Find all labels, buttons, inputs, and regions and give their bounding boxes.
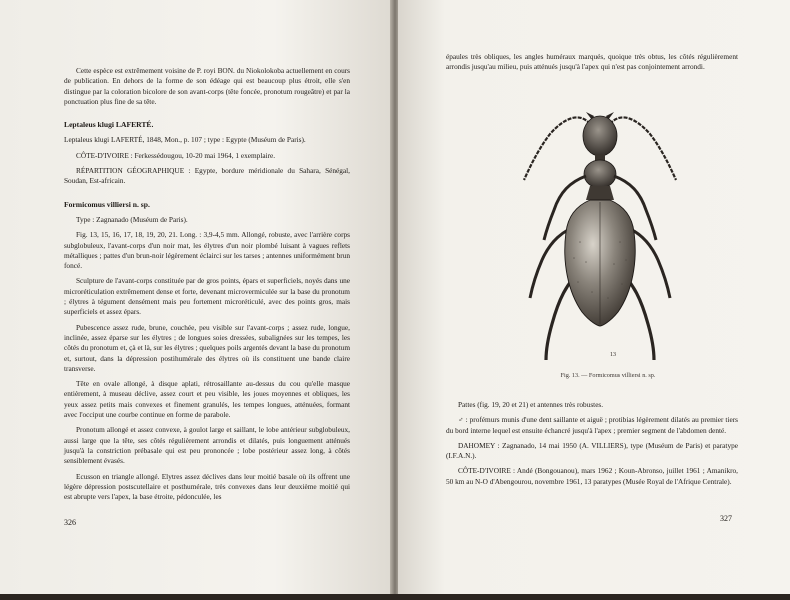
right-bottom-text — [446, 400, 738, 492]
left-text-column — [64, 66, 350, 507]
scutellum-paragraph: Ecusson en triangle allongé. Elytres assez déclives dans leur moitié basale où ils offrent une légère dépression postscutellaire et posthumérale, très convexes dans leur deuxième moitié qui est abrupte vers l'apex, la base étroite, pédonculée, les — [64, 471, 350, 502]
pronotum-paragraph: Pronotum allongé et assez convexe, à goulot large et saillant, le lobe antérieur subglobuleux, aussi large que la tête, ses côtés régulièrement arrondis et dilatés, puis longuement atténués jusqu'à la constriction prébasale qui est peu prononcée ; lobe postérieur assez long, à côtés sensiblement évasés. — [64, 425, 350, 466]
left-page — [0, 0, 392, 600]
legs-paragraph: Pattes (fig. 19, 20 et 21) et antennes très robustes. — [458, 400, 604, 409]
pubescence-paragraph: Pubescence assez rude, brune, couchée, peu visible sur l'avant-corps ; assez rude, longue, inclinée, assez éparse sur les élytres ; de longues soies dressées, subalignées sur les tempes, les côtés du pronotum et, çà et là, sur les élytres ; quelques poils argentés devant la base du pronotum et, surtout, dans la dépression postihumérale des élytres où ils constituent une bande claire transverse. — [64, 322, 350, 373]
figure-caption: Fig. 13. — Formicomus villiersi n. sp. — [560, 372, 656, 379]
description-paragraph: Fig. 13, 15, 16, 17, 18, 19, 20, 21. Long. : 3,9-4,5 mm. Allongé, robuste, avec l'arrière corps subglobuleux, l'avant-corps d'un noir mat, les élytres d'un noir plombé luisant à vagues reflets métalliques ; pattes d'un brun-noir légèrement éclairci sur les tarses ; antennes uniformément brun foncé. — [64, 230, 351, 271]
beetle-illustration — [510, 92, 690, 378]
distribution-leptaleus: RÉPARTITION GÉOGRAPHIQUE : Egypte, bordure méridionale du Sahara, Sénégal, Soudan, Est-africain. — [64, 166, 350, 186]
dahomey-paragraph: DAHOMEY : Zagnanado, 14 mai 1950 (A. VILLIERS), type (Muséum de Paris) et paratype (I.F.A.N.). — [446, 440, 738, 461]
type-formicomus: Type : Zagnanado (Muséum de Paris). — [76, 214, 188, 224]
species-reference-leptaleus: Leptaleus klugi LAFERTÉ, 1848, Mon., p. 107 ; type : Egypte (Muséum de Paris). — [64, 135, 306, 145]
intro-paragraph: Cette espèce est extrêmement voisine de P. royi BON. du Niokolokoba actuellement en cours de publication. En dehors de la forme de son édéage qui est beaucoup plus étroit, elle s'en distingue par la coloration bicolore de son avant-corps (tête foncée, pronotum rougeâtre) et par la ponctuation plus fine de sa tête. — [64, 66, 350, 106]
right-page — [398, 0, 790, 600]
continuation-paragraph: épaules très obliques, les angles huméraux marqués, quoique très obtus, les côtés régulièrement arrondis jusqu'au milieu, puis atténués jusqu'à l'apex qui n'est pas conjointement arrondi. — [446, 52, 738, 72]
head-paragraph: Tête en ovale allongé, à disque aplati, rétrosaillante au-dessus du cou qu'elle masque entièrement, à museau déclive, assez court et peu visible, les joues moyennes et obliques, les yeux assez petits mais convexes et finement granulés, les tempes longues, atténuées, formant avec l'occiput une courbe continue en forme de parabole. — [64, 379, 350, 420]
species-title-leptaleus: Leptaleus klugi LAFERTÉ. — [64, 120, 154, 130]
locality-leptaleus: CÔTE-D'IVOIRE : Ferkessédougou, 10-20 mai 1964, 1 exemplaire. — [76, 150, 276, 160]
right-top-text — [446, 52, 738, 78]
book-bottom-edge — [0, 594, 790, 600]
sculpture-paragraph: Sculpture de l'avant-corps constituée par de gros points, épars et superficiels, noyés dans une microréticulation extrêmement dense et forte, devenant microvermiculée sur la base du pronotum ; élytres à tégument densément mais peu fortement microréticulé, avec des points gros, mais superficiels et assez épars. — [64, 276, 350, 317]
cote-ivoire-paragraph: CÔTE-D'IVOIRE : Andé (Bongouanou), mars 1962 ; Koun-Abronso, juillet 1961 ; Amanikro, 50 km au N-O d'Abengourou, novembre 1961, 13 paratypes (Musée Royal de l'Afrique Centrale). — [446, 466, 738, 486]
male-paragraph: ♂ : profémurs munis d'une dent saillante et aiguë ; protibias légèrement dilatés au premier tiers du bord interne lequel est ensuite échancré jusqu'à l'apex ; premier segment de l'abdomen denté. — [446, 415, 738, 435]
page-number-left: 326 — [64, 518, 76, 527]
species-title-formicomus: Formicomus villiersi n. sp. — [64, 199, 150, 209]
figure-number: 13 — [610, 352, 616, 358]
page-number-right: 327 — [720, 514, 732, 523]
